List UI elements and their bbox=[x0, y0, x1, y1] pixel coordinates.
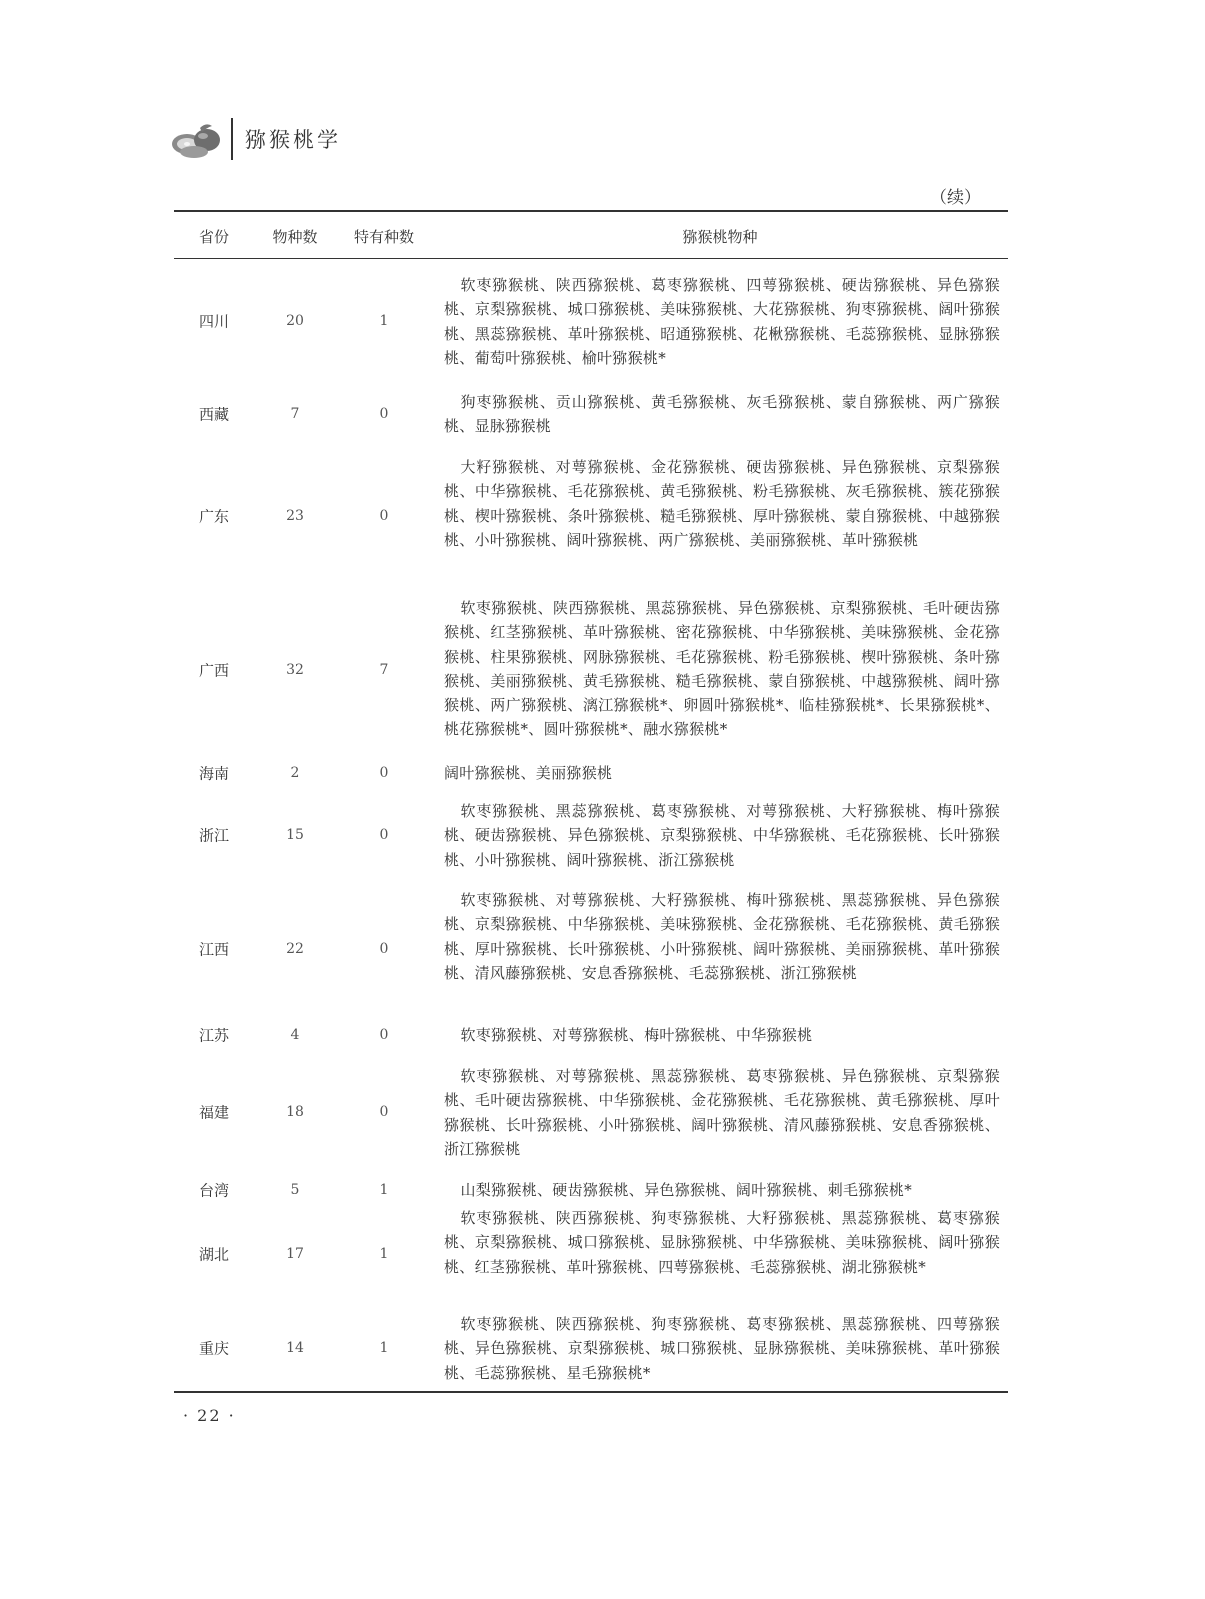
header-species-count: 物种数 bbox=[272, 228, 318, 246]
province-cell: 浙江 bbox=[198, 826, 229, 845]
endemic-count-cell: 0 bbox=[379, 406, 389, 422]
species-count-cell: 22 bbox=[286, 941, 304, 957]
province-cell: 江苏 bbox=[198, 1026, 229, 1045]
province-cell: 福建 bbox=[198, 1103, 229, 1122]
species-count-cell: 17 bbox=[286, 1246, 304, 1262]
species-list-cell: 软枣猕猴桃、对萼猕猴桃、黑蕊猕猴桃、葛枣猕猴桃、异色猕猴桃、京梨猕猴桃、毛叶硬齿猕猴桃、中华猕猴桃、金花猕猴桃、毛花猕猴桃、黄毛猕猴桃、厚叶猕猴桃、长叶猕猴桃、小叶猕猴桃、阔叶猕猴桃、清风藤猕猴桃、安息香猕猴桃、浙江猕猴桃 bbox=[444, 1067, 1000, 1158]
province-cell: 江西 bbox=[198, 940, 229, 959]
table-row bbox=[174, 1064, 1008, 1164]
table-row bbox=[174, 390, 1008, 442]
endemic-count-cell: 0 bbox=[379, 941, 389, 957]
species-count-cell: 32 bbox=[286, 662, 304, 678]
province-cell: 台湾 bbox=[198, 1181, 229, 1200]
table-row bbox=[174, 596, 1008, 744]
species-count-cell: 20 bbox=[286, 313, 304, 329]
province-cell: 重庆 bbox=[198, 1339, 229, 1358]
province-cell: 海南 bbox=[198, 764, 229, 783]
header-divider bbox=[231, 118, 233, 160]
page-number: · 22 · bbox=[183, 1406, 236, 1425]
endemic-count-cell: 0 bbox=[379, 827, 389, 843]
table-header bbox=[174, 212, 1008, 258]
header-province: 省份 bbox=[198, 228, 229, 246]
endemic-count-cell: 1 bbox=[379, 1340, 389, 1356]
table-row bbox=[174, 799, 1008, 875]
endemic-count-cell: 0 bbox=[379, 508, 389, 524]
province-cell: 西藏 bbox=[198, 405, 229, 424]
species-count-cell: 23 bbox=[286, 508, 304, 524]
continued-label: （续） bbox=[930, 188, 981, 208]
species-count-cell: 7 bbox=[290, 406, 300, 422]
species-count-cell: 5 bbox=[290, 1182, 300, 1198]
table-bottom-rule bbox=[174, 1391, 1008, 1393]
species-list-cell: 软枣猕猴桃、对萼猕猴桃、梅叶猕猴桃、中华猕猴桃 bbox=[460, 1026, 813, 1044]
species-count-cell: 14 bbox=[286, 1340, 304, 1356]
table-header-rule bbox=[174, 258, 1008, 259]
table-row bbox=[174, 1312, 1008, 1388]
species-list-cell: 软枣猕猴桃、对萼猕猴桃、大籽猕猴桃、梅叶猕猴桃、黑蕊猕猴桃、异色猕猴桃、京梨猕猴桃、中华猕猴桃、美味猕猴桃、金花猕猴桃、毛花猕猴桃、黄毛猕猴桃、厚叶猕猴桃、长叶猕猴桃、小叶猕猴桃、阔叶猕猴桃、美丽猕猴桃、革叶猕猴桃、清风藤猕猴桃、安息香猕猴桃、毛蕊猕猴桃、浙江猕猴桃 bbox=[444, 891, 1000, 982]
endemic-count-cell: 0 bbox=[379, 1104, 389, 1120]
endemic-count-cell: 0 bbox=[379, 1027, 389, 1043]
header-species-list: 猕猴桃物种 bbox=[682, 228, 758, 246]
province-cell: 广西 bbox=[198, 661, 229, 680]
species-list-cell: 软枣猕猴桃、黑蕊猕猴桃、葛枣猕猴桃、对萼猕猴桃、大籽猕猴桃、梅叶猕猴桃、硬齿猕猴桃、异色猕猴桃、京梨猕猴桃、中华猕猴桃、毛花猕猴桃、长叶猕猴桃、小叶猕猴桃、阔叶猕猴桃、浙江猕猴桃 bbox=[444, 802, 1000, 869]
page-header bbox=[170, 112, 570, 160]
table-row bbox=[174, 273, 1008, 373]
table-row bbox=[174, 1206, 1008, 1306]
endemic-count-cell: 1 bbox=[379, 313, 389, 329]
endemic-count-cell: 0 bbox=[379, 765, 389, 781]
species-list-cell: 软枣猕猴桃、陕西猕猴桃、葛枣猕猴桃、四萼猕猴桃、硬齿猕猴桃、异色猕猴桃、京梨猕猴桃、城口猕猴桃、美味猕猴桃、大花猕猴桃、狗枣猕猴桃、阔叶猕猴桃、黑蕊猕猴桃、革叶猕猴桃、昭通猕猴桃、花楸猕猴桃、毛蕊猕猴桃、显脉猕猴桃、葡萄叶猕猴桃、榆叶猕猴桃* bbox=[444, 276, 1000, 367]
kiwifruit-logo-icon bbox=[170, 120, 222, 160]
table-row bbox=[174, 455, 1008, 579]
species-list-cell: 山梨猕猴桃、硬齿猕猴桃、异色猕猴桃、阔叶猕猴桃、刺毛猕猴桃* bbox=[460, 1181, 913, 1199]
province-cell: 湖北 bbox=[198, 1245, 229, 1264]
book-title: 猕猴桃学 bbox=[245, 128, 341, 152]
table-row bbox=[174, 761, 1008, 787]
species-count-cell: 4 bbox=[290, 1027, 300, 1043]
province-cell: 广东 bbox=[198, 507, 229, 526]
species-count-cell: 15 bbox=[286, 827, 304, 843]
province-cell: 四川 bbox=[198, 312, 229, 331]
species-list-cell: 软枣猕猴桃、陕西猕猴桃、狗枣猕猴桃、葛枣猕猴桃、黑蕊猕猴桃、四萼猕猴桃、异色猕猴桃、京梨猕猴桃、城口猕猴桃、显脉猕猴桃、美味猕猴桃、革叶猕猴桃、毛蕊猕猴桃、星毛猕猴桃* bbox=[444, 1315, 1000, 1382]
endemic-count-cell: 7 bbox=[379, 662, 389, 678]
species-list-cell: 软枣猕猴桃、陕西猕猴桃、黑蕊猕猴桃、异色猕猴桃、京梨猕猴桃、毛叶硬齿猕猴桃、红茎猕猴桃、革叶猕猴桃、密花猕猴桃、中华猕猴桃、美味猕猴桃、金花猕猴桃、柱果猕猴桃、网脉猕猴桃、毛花猕猴桃、粉毛猕猴桃、楔叶猕猴桃、条叶猕猴桃、美丽猕猴桃、黄毛猕猴桃、糙毛猕猴桃、蒙自猕猴桃、中越猕猴桃、阔叶猕猴桃、两广猕猴桃、漓江猕猴桃*、卵圆叶猕猴桃*、临桂猕猴桃*、长果猕猴桃*、桃花猕猴桃*、圆叶猕猴桃*、融水猕猴桃* bbox=[444, 599, 1000, 739]
species-list-cell: 狗枣猕猴桃、贡山猕猴桃、黄毛猕猴桃、灰毛猕猴桃、蒙自猕猴桃、两广猕猴桃、显脉猕猴桃 bbox=[444, 393, 1000, 436]
species-list-cell: 大籽猕猴桃、对萼猕猴桃、金花猕猴桃、硬齿猕猴桃、异色猕猴桃、京梨猕猴桃、中华猕猴桃、毛花猕猴桃、黄毛猕猴桃、粉毛猕猴桃、灰毛猕猴桃、簇花猕猴桃、楔叶猕猴桃、条叶猕猴桃、糙毛猕猴桃、厚叶猕猴桃、蒙自猕猴桃、中越猕猴桃、小叶猕猴桃、阔叶猕猴桃、两广猕猴桃、美丽猕猴桃、革叶猕猴桃 bbox=[444, 458, 1000, 549]
table-row bbox=[174, 1178, 1008, 1204]
endemic-count-cell: 1 bbox=[379, 1246, 389, 1262]
endemic-count-cell: 1 bbox=[379, 1182, 389, 1198]
species-count-cell: 18 bbox=[286, 1104, 304, 1120]
species-list-cell: 阔叶猕猴桃、美丽猕猴桃 bbox=[444, 764, 613, 782]
table-row bbox=[174, 1023, 1008, 1049]
header-endemic-count: 特有种数 bbox=[353, 228, 414, 246]
species-list-cell: 软枣猕猴桃、陕西猕猴桃、狗枣猕猴桃、大籽猕猴桃、黑蕊猕猴桃、葛枣猕猴桃、京梨猕猴桃、城口猕猴桃、显脉猕猴桃、中华猕猴桃、美味猕猴桃、阔叶猕猴桃、红茎猕猴桃、革叶猕猴桃、四萼猕猴桃、毛蕊猕猴桃、湖北猕猴桃* bbox=[444, 1209, 1000, 1276]
species-count-cell: 2 bbox=[290, 765, 300, 781]
table-row bbox=[174, 888, 1008, 1012]
